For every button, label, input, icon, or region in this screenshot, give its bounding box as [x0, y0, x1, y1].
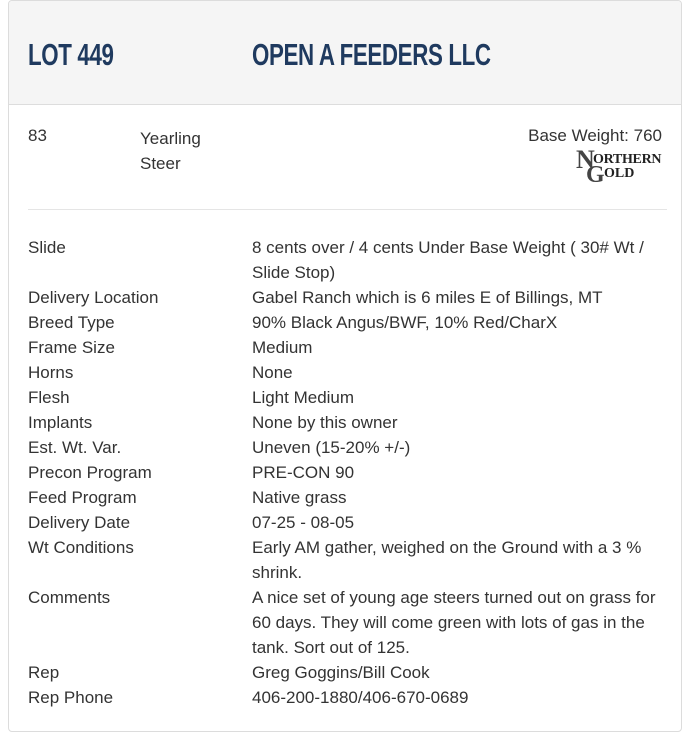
detail-label: Feed Program — [28, 488, 137, 507]
detail-value: A nice set of young age steers turned out on grass for 60 days. They will come green with lots of gas in the tank. Sort out of 125. — [252, 588, 656, 657]
detail-value: Uneven (15-20% +/-) — [252, 438, 411, 457]
detail-value: 07-25 - 08-05 — [252, 513, 355, 532]
detail-label: Frame Size — [28, 338, 115, 357]
detail-row-frame-size — [28, 335, 668, 360]
logo-text-bottom: OLD — [604, 166, 635, 181]
detail-value: 8 cents over / 4 cents Under Base Weight ( 30# Wt / Slide Stop) — [252, 238, 644, 282]
detail-value: Gabel Ranch which is 6 miles E of Billings, MT — [252, 288, 603, 307]
detail-value: 406-200-1880/406-670-0689 — [252, 688, 469, 707]
detail-label: Delivery Date — [28, 513, 131, 532]
summary-divider — [28, 209, 667, 210]
detail-row-wt-conditions — [28, 535, 668, 585]
detail-row-comments — [28, 585, 668, 660]
detail-label: Slide — [28, 238, 66, 257]
logo-n: N — [576, 146, 595, 174]
detail-label: Delivery Location — [28, 288, 159, 307]
cattle-type — [140, 126, 230, 176]
detail-row-horns — [28, 360, 668, 385]
detail-value: Early AM gather, weighed on the Ground with a 3 % shrink. — [252, 538, 642, 582]
lot-details — [28, 235, 668, 710]
detail-value: Medium — [252, 338, 313, 357]
detail-label: Flesh — [28, 388, 70, 407]
detail-label: Horns — [28, 363, 74, 382]
head-count: 83 — [28, 126, 47, 145]
logo-text-top: ORTHERN — [593, 152, 662, 167]
detail-row-breed-type — [28, 310, 668, 335]
detail-label: Wt Conditions — [28, 538, 134, 557]
lot-header — [9, 1, 681, 105]
northern-gold-logo — [576, 146, 676, 191]
base-weight: Base Weight: 760 — [528, 126, 662, 145]
detail-row-slide — [28, 235, 668, 285]
detail-label: Rep Phone — [28, 688, 114, 707]
detail-row-flesh — [28, 385, 668, 410]
detail-row-rep — [28, 660, 668, 685]
detail-row-rep-phone — [28, 685, 668, 710]
detail-row-precon-program — [28, 460, 668, 485]
detail-value: 90% Black Angus/BWF, 10% Red/CharX — [252, 313, 558, 332]
detail-value: None — [252, 363, 293, 382]
detail-label: Implants — [28, 413, 93, 432]
detail-value: Native grass — [252, 488, 347, 507]
detail-label: Precon Program — [28, 463, 152, 482]
detail-value: PRE-CON 90 — [252, 463, 355, 482]
detail-label: Breed Type — [28, 313, 115, 332]
detail-value: Greg Goggins/Bill Cook — [252, 663, 430, 682]
detail-row-feed-program — [28, 485, 668, 510]
northern-gold-logo-icon — [576, 146, 676, 186]
seller-name: OPEN A FEEDERS LLC — [252, 37, 491, 72]
lot-number: LOT 449 — [28, 37, 114, 72]
detail-row-delivery-location — [28, 285, 668, 310]
detail-row-est-wt-var — [28, 435, 668, 460]
detail-label: Rep — [28, 663, 60, 682]
cattle-type-line2: Steer — [140, 154, 181, 173]
detail-value: None by this owner — [252, 413, 398, 432]
detail-row-implants — [28, 410, 668, 435]
detail-label: Est. Wt. Var. — [28, 438, 122, 457]
logo-g: G — [586, 162, 605, 186]
detail-row-delivery-date — [28, 510, 668, 535]
cattle-type-line1: Yearling — [140, 129, 201, 148]
detail-label: Comments — [28, 588, 111, 607]
detail-value: Light Medium — [252, 388, 355, 407]
